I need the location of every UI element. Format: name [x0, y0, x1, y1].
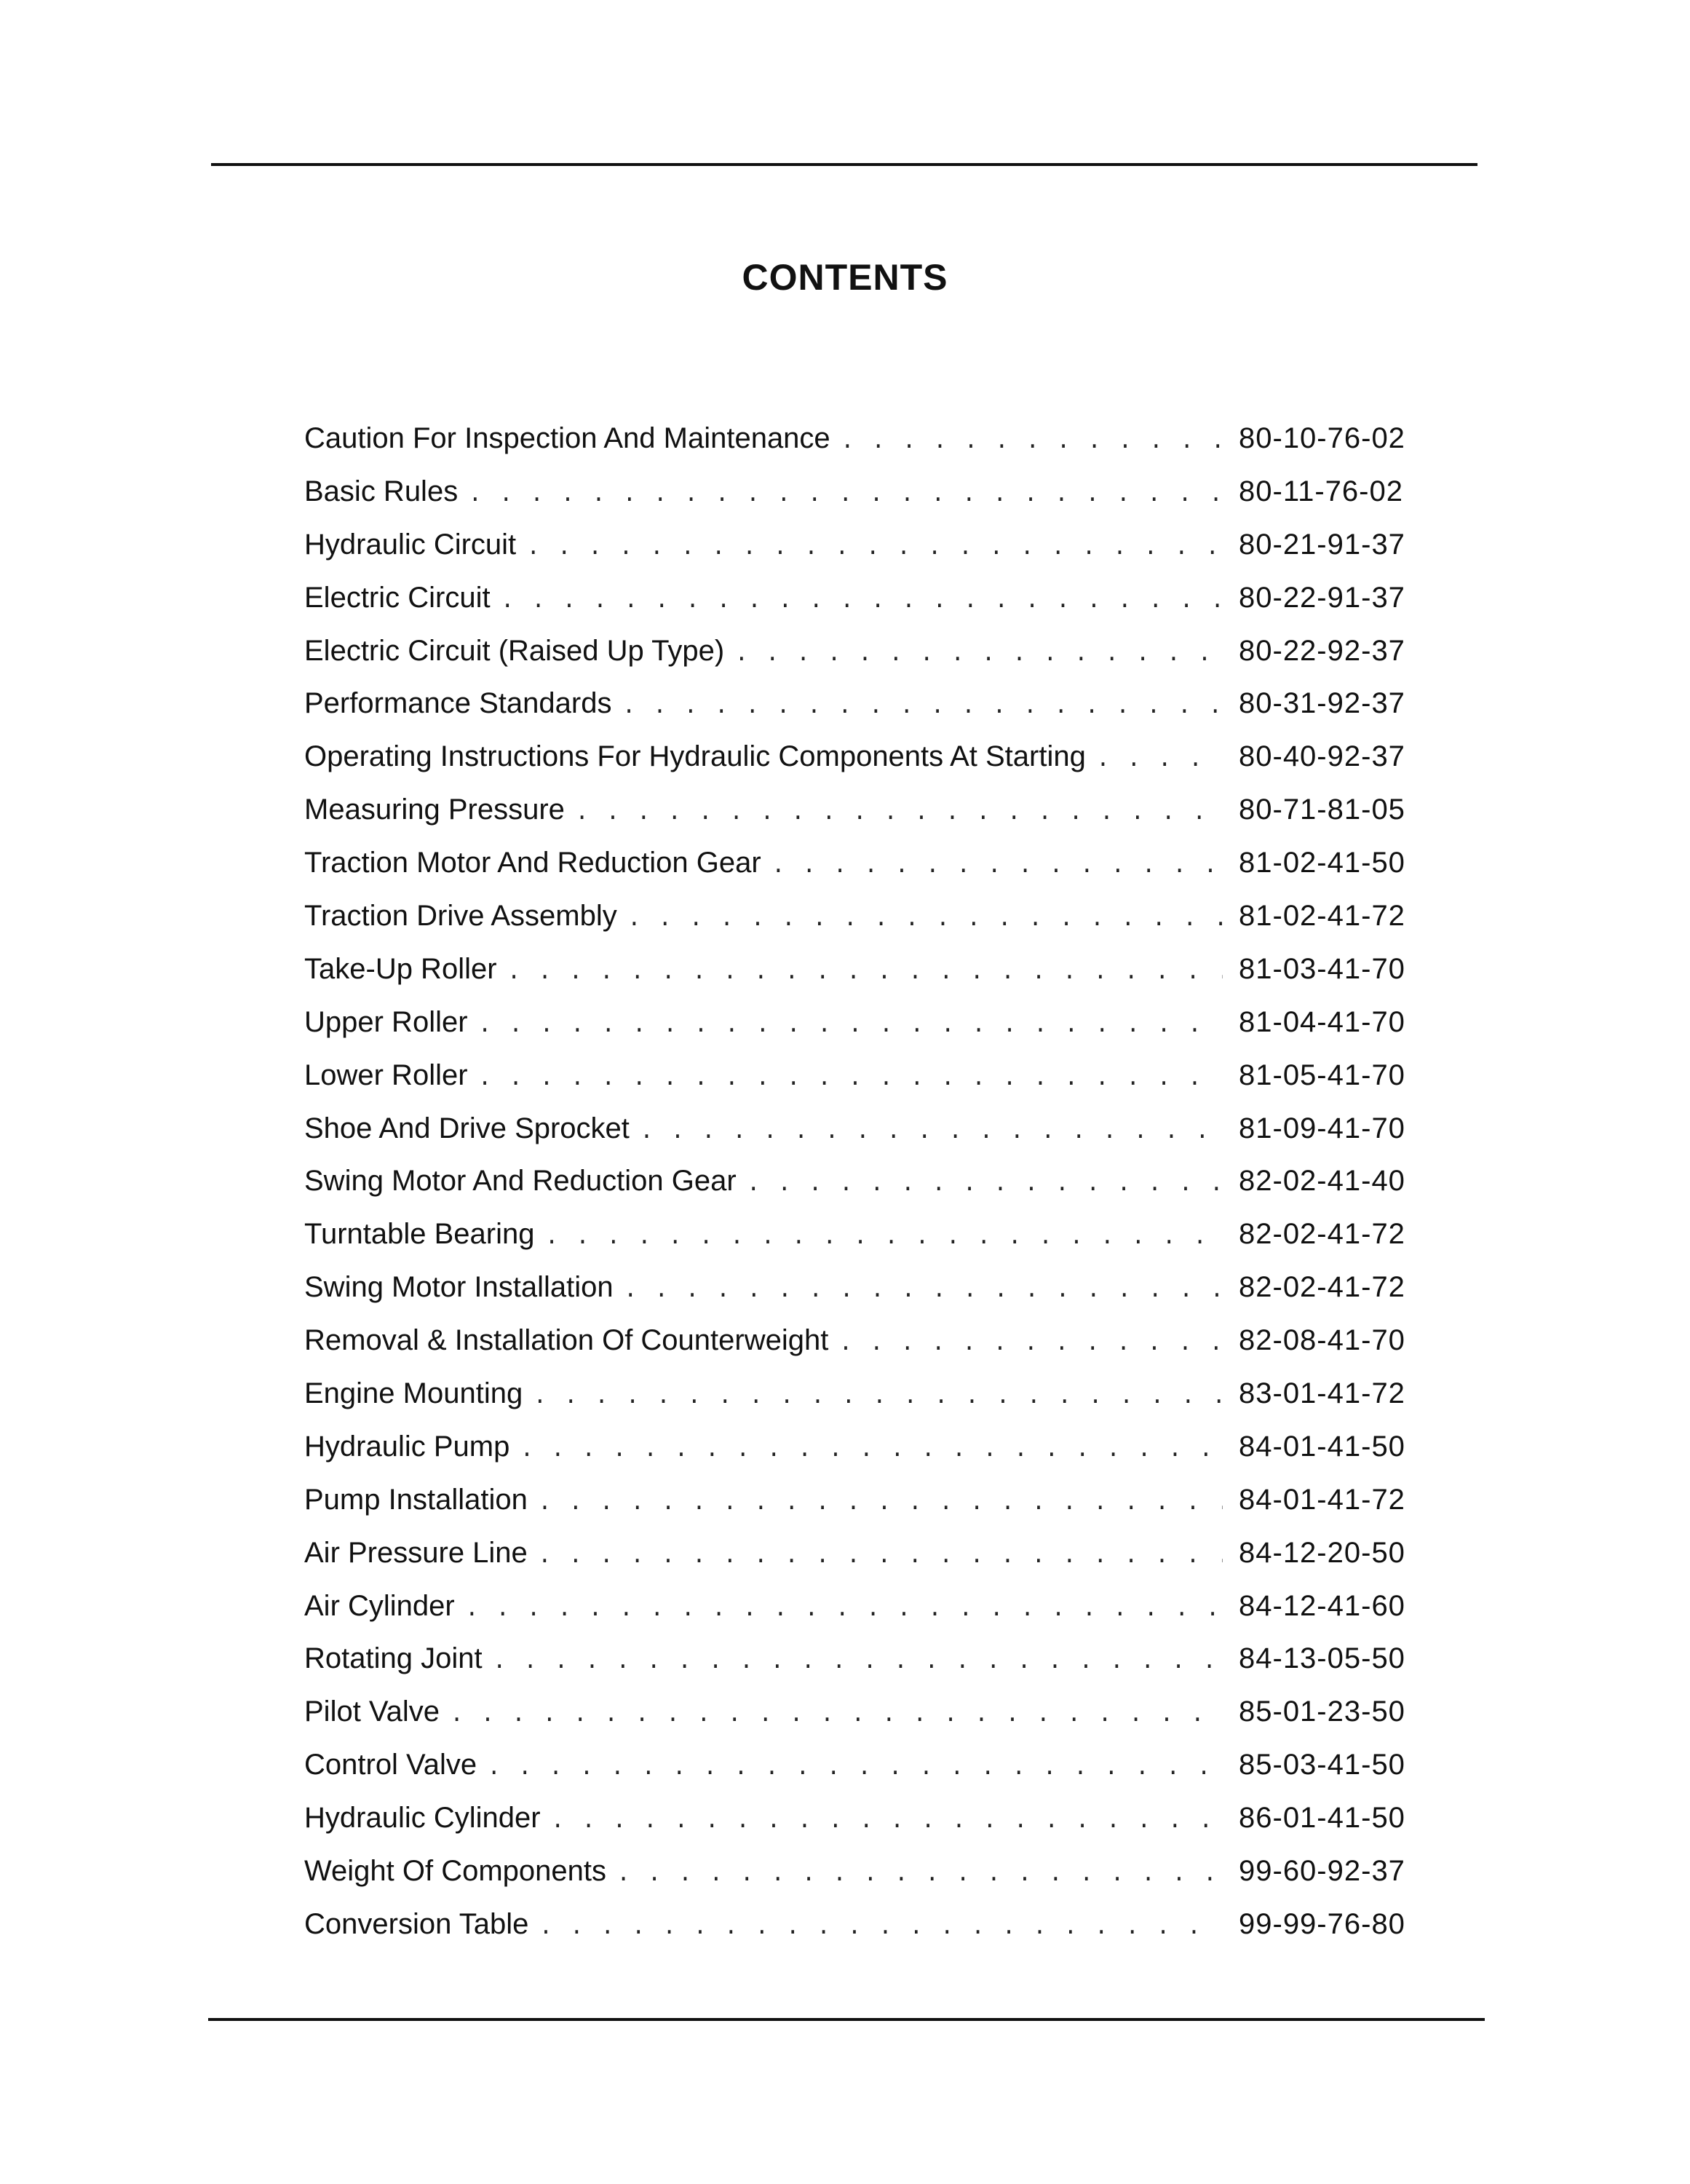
toc-entry: [304, 1324, 1405, 1377]
toc-entry: [304, 1430, 1405, 1484]
toc-entry-code: 82-02-41-72: [1239, 1271, 1405, 1304]
toc-entry-title: Swing Motor Installation: [304, 1271, 614, 1304]
dot-leader: [838, 1330, 1223, 1357]
toc-entry: [304, 1165, 1405, 1218]
toc-entry-title: Caution For Inspection And Maintenance: [304, 422, 830, 454]
toc-entry-code: 86-01-41-50: [1239, 1802, 1405, 1835]
dot-leader: [624, 1277, 1223, 1304]
dot-leader: [544, 1224, 1223, 1251]
toc-entry-title: Shoe And Drive Sprocket: [304, 1112, 630, 1144]
toc-entry-code: 80-10-76-02: [1239, 422, 1405, 454]
toc-entry-code: 80-22-91-37: [1239, 581, 1405, 614]
toc-entry: [304, 1696, 1405, 1749]
toc-entry-title: Air Pressure Line: [304, 1536, 528, 1569]
toc-entry: [304, 1005, 1405, 1059]
toc-entry: [304, 794, 1405, 847]
toc-entry-title: Hydraulic Pump: [304, 1430, 510, 1463]
dot-leader: [747, 1171, 1223, 1198]
dot-leader: [771, 852, 1223, 879]
toc-entry: [304, 1589, 1405, 1643]
toc-entry-code: 85-03-41-50: [1239, 1749, 1405, 1781]
dot-leader: [478, 1065, 1223, 1092]
toc-entry-title: Air Cylinder: [304, 1589, 455, 1622]
dot-leader: [640, 1118, 1223, 1145]
toc-entry-code: 81-05-41-70: [1239, 1059, 1405, 1091]
toc-entry-title: Removal & Installation Of Counterweight: [304, 1324, 829, 1357]
toc-entry-title: Performance Standards: [304, 687, 612, 720]
toc-entry-code: 80-22-92-37: [1239, 634, 1405, 667]
dot-leader: [465, 1596, 1223, 1623]
dot-leader: [575, 799, 1223, 826]
toc-entry: [304, 740, 1405, 794]
toc-entry-code: 83-01-41-72: [1239, 1377, 1405, 1410]
toc-entry-title: Rotating Joint: [304, 1642, 483, 1675]
toc-entry-code: 84-01-41-50: [1239, 1430, 1405, 1463]
toc-entry-title: Measuring Pressure: [304, 794, 565, 826]
dot-leader: [734, 641, 1223, 668]
toc-entry-code: 82-02-41-40: [1239, 1165, 1405, 1198]
toc-entry-code: 80-21-91-37: [1239, 528, 1405, 561]
toc-entry-title: Control Valve: [304, 1749, 477, 1781]
toc-entry: [304, 1536, 1405, 1590]
dot-leader: [468, 481, 1223, 508]
dot-leader: [487, 1754, 1223, 1781]
toc-entry-code: 81-02-41-50: [1239, 847, 1405, 879]
toc-entry-code: 81-09-41-70: [1239, 1112, 1405, 1144]
toc-entry-title: Engine Mounting: [304, 1377, 523, 1410]
toc-entry-title: Take-Up Roller: [304, 952, 497, 985]
contents-list: [304, 422, 1405, 1961]
toc-entry: [304, 1271, 1405, 1324]
toc-entry: [304, 847, 1405, 900]
toc-entry: [304, 1802, 1405, 1855]
toc-entry-code: 81-04-41-70: [1239, 1005, 1405, 1038]
toc-entry-code: 80-11-76-02: [1239, 475, 1403, 507]
dot-leader: [501, 587, 1223, 614]
toc-entry-code: 84-13-05-50: [1239, 1642, 1405, 1675]
toc-entry-title: Hydraulic Cylinder: [304, 1802, 541, 1835]
toc-entry: [304, 1112, 1405, 1166]
toc-entry-code: 82-08-41-70: [1239, 1324, 1405, 1357]
toc-entry: [304, 475, 1403, 529]
toc-entry: [304, 634, 1405, 688]
dot-leader: [551, 1808, 1223, 1835]
toc-entry-title: Traction Drive Assembly: [304, 900, 617, 933]
dot-leader: [539, 1914, 1223, 1941]
toc-entry-title: Weight Of Components: [304, 1855, 607, 1888]
dot-leader: [538, 1543, 1223, 1570]
toc-entry: [304, 1377, 1405, 1431]
toc-entry: [304, 1642, 1405, 1696]
dot-leader: [622, 693, 1223, 720]
toc-entry: [304, 422, 1405, 475]
toc-entry: [304, 952, 1405, 1006]
toc-entry-code: 82-02-41-72: [1239, 1218, 1405, 1251]
toc-entry-title: Basic Rules: [304, 475, 459, 507]
top-rule: [211, 163, 1477, 166]
toc-entry-title: Upper Roller: [304, 1005, 468, 1038]
dot-leader: [627, 906, 1223, 933]
toc-entry: [304, 528, 1405, 582]
toc-entry: [304, 687, 1405, 740]
toc-entry-title: Hydraulic Circuit: [304, 528, 517, 561]
dot-leader: [507, 959, 1223, 986]
toc-entry-code: 84-12-41-60: [1239, 1589, 1405, 1622]
dot-leader: [616, 1861, 1223, 1888]
dot-leader: [478, 1012, 1223, 1039]
dot-leader: [1096, 746, 1223, 773]
toc-entry-code: 81-02-41-72: [1239, 900, 1405, 933]
toc-entry-title: Swing Motor And Reduction Gear: [304, 1165, 737, 1198]
toc-entry-title: Turntable Bearing: [304, 1218, 535, 1251]
toc-entry-title: Electric Circuit: [304, 581, 491, 614]
page-title: CONTENTS: [742, 257, 948, 298]
toc-entry-title: Electric Circuit (Raised Up Type): [304, 634, 725, 667]
toc-entry: [304, 1749, 1405, 1802]
dot-leader: [538, 1489, 1223, 1516]
toc-entry-code: 84-01-41-72: [1239, 1483, 1405, 1516]
toc-entry-code: 99-99-76-80: [1239, 1907, 1405, 1940]
dot-leader: [493, 1648, 1223, 1675]
toc-entry: [304, 1059, 1405, 1112]
toc-entry-title: Pilot Valve: [304, 1696, 440, 1728]
toc-entry-title: Traction Motor And Reduction Gear: [304, 847, 761, 879]
dot-leader: [520, 1436, 1223, 1463]
toc-entry-code: 80-31-92-37: [1239, 687, 1405, 720]
toc-entry-code: 80-40-92-37: [1239, 740, 1405, 773]
toc-entry-code: 80-71-81-05: [1239, 794, 1405, 826]
toc-entry: [304, 900, 1405, 953]
toc-entry-title: Operating Instructions For Hydraulic Components At Starting: [304, 740, 1086, 773]
toc-entry: [304, 1855, 1405, 1908]
toc-entry-code: 99-60-92-37: [1239, 1855, 1405, 1888]
toc-entry-title: Lower Roller: [304, 1059, 468, 1091]
toc-entry: [304, 1218, 1405, 1271]
toc-entry: [304, 581, 1405, 635]
dot-leader: [533, 1383, 1223, 1410]
toc-entry-code: 84-12-20-50: [1239, 1536, 1405, 1569]
dot-leader: [841, 428, 1223, 455]
toc-entry-title: Conversion Table: [304, 1907, 529, 1940]
dot-leader: [450, 1701, 1223, 1728]
dot-leader: [526, 534, 1223, 561]
toc-entry: [304, 1483, 1405, 1537]
toc-entry-title: Pump Installation: [304, 1483, 528, 1516]
toc-entry: [304, 1907, 1405, 1961]
toc-entry-code: 85-01-23-50: [1239, 1696, 1405, 1728]
toc-entry-code: 81-03-41-70: [1239, 952, 1405, 985]
bottom-rule: [208, 2018, 1485, 2021]
